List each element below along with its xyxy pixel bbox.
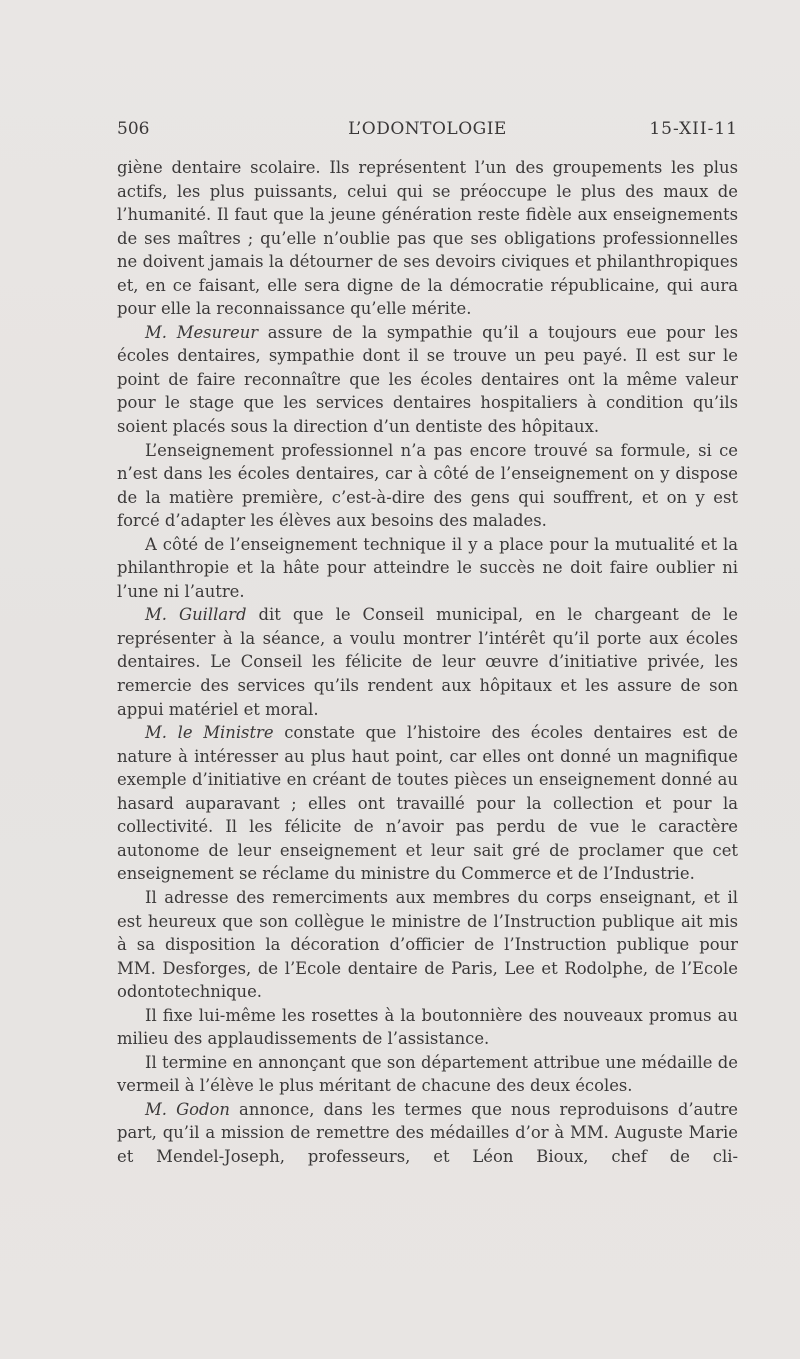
paragraph-ministre (117, 721, 738, 886)
speaker-name: M. Guillard (145, 605, 247, 625)
paragraph (117, 886, 738, 1004)
paragraph-text: Il fixe lui-même les rosettes à la boutonnière des nouveaux promus au milieu des applaudissements de l’assistance. (117, 1005, 738, 1049)
speaker-name: M. Mesureur (145, 322, 259, 342)
paragraph-text: A côté de l’enseignement technique il y a place pour la mutualité et la philanthropie et la hâte pour atteindre le succès ne doit faire oublier ni l’une ni l’autre. (117, 534, 738, 601)
paragraph-text: giène dentaire scolaire. Ils représentent l’un des groupements les plus actifs, les plus puissants, celui qui se préoccupe le plus des maux de l’humanité. Il faut que la jeune génération reste fidèle aux enseignements de ses maîtres ; qu’elle n’oublie pas que ses obligations professionnelles ne doivent jamais la détourner de ses devoirs civiques et philanthropiques et, en ce faisant, elle sera digne de la démocratie républicaine, qui aura pour elle la reconnaissance qu’elle mérite. (117, 158, 738, 319)
paragraph-text: annonce, dans les termes que nous reproduisons d’autre part, qu’il a mission de remettre des médailles d’or à MM. Auguste Marie et Mendel-Joseph, professeurs, et Léon Bioux, chef de cli- (117, 1099, 738, 1166)
body-text (117, 156, 738, 1169)
paragraph-godon (117, 1098, 738, 1169)
speaker-name: M. Godon (145, 1099, 230, 1119)
paragraph (117, 439, 738, 533)
paragraph-text: constate que l’histoire des écoles dentaires est de nature à intéresser au plus haut point, car elles ont donné un magnifique exemple d’initiative en créant de toutes pièces un enseignement donné au hasard auparavant ; elles ont travaillé pour la collection et pour la collectivité. Il les félicite de n’avoir pas perdu de vue le caractère autonome de leur enseignement et leur sait gré de proclamer que cet enseignement se réclame du ministre du Commerce et de l’Industrie. (117, 723, 738, 884)
paragraph-guillard (117, 603, 738, 721)
paragraph-mesureur (117, 321, 738, 439)
paragraph-continued (117, 156, 738, 321)
page-number: 506 (117, 119, 150, 139)
paragraph (117, 1051, 738, 1098)
journal-title: L’ODONTOLOGIE (348, 119, 507, 139)
running-header (117, 119, 738, 147)
paragraph (117, 1004, 738, 1051)
issue-date: 15-XII-11 (649, 119, 738, 139)
paragraph-text: Il termine en annonçant que son département attribue une médaille de vermeil à l’élève le plus méritant de chacune des deux écoles. (117, 1052, 738, 1096)
paragraph-text: L’enseignement professionnel n’a pas encore trouvé sa formule, si ce n’est dans les écoles dentaires, car à côté de l’enseignement on y dispose de la matière première, c’est-à-dire des gens qui souffrent, et on y est forcé d’adapter les élèves aux besoins des malades. (117, 440, 738, 531)
paragraph-text: dit que le Conseil municipal, en le chargeant de le représenter à la séance, a voulu montrer l’intérêt qu’il porte aux écoles dentaires. Le Conseil les félicite de leur œuvre d’initiative privée, les remercie des services qu’ils rendent aux hôpitaux et les assure de son appui matériel et moral. (117, 605, 738, 719)
paragraph (117, 533, 738, 604)
paragraph-text: Il adresse des remerciments aux membres du corps enseignant, et il est heureux que son collègue le ministre de l’Instruction publique ait mis à sa disposition la décoration d’officier de l’Instruction publique pour MM. Desforges, de l’Ecole dentaire de Paris, Lee et Rodolphe, de l’Ecole odontotechnique. (117, 887, 738, 1002)
paragraph-text: assure de la sympathie qu’il a toujours eue pour les écoles dentaires, sympathie dont il se trouve un peu payé. Il est sur le point de faire reconnaître que les écoles dentaires ont la même valeur pour le stage que les services dentaires hospitaliers à condition qu’ils soient placés sous la direction d’un dentiste des hôpitaux. (117, 322, 738, 437)
speaker-name: M. le Ministre (145, 723, 274, 743)
